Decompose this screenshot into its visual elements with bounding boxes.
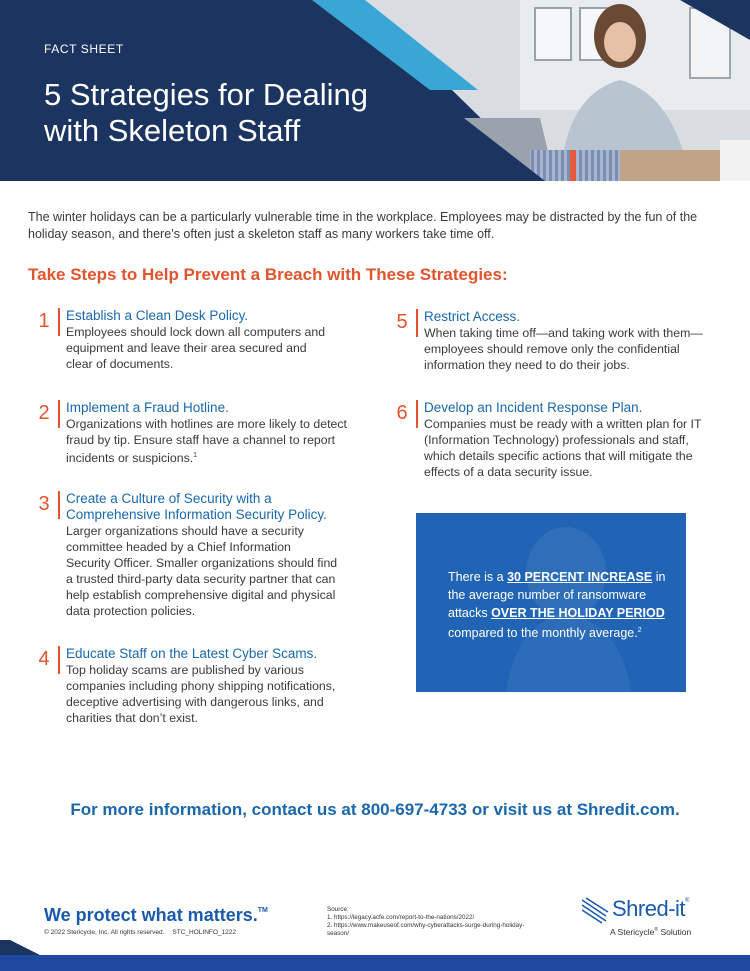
divider (58, 646, 60, 674)
statistic-text: There is a 30 PERCENT INCREASE in the average number of ransomware attacks OVER THE HOLIDAY PERIOD compared to the monthly average.$^2$ (448, 570, 666, 641)
strategy-description: When taking time off—and taking work with them—employees should remove only the confidential information they need to do their jobs. (424, 326, 703, 372)
strategy-description: Employees should lock down all computers and equipment and leave their area secured and clear of documents. (66, 325, 326, 371)
trademark-mark: TM (257, 907, 268, 914)
strategy-number: 6 (396, 402, 408, 424)
tagline: We protect what matters.™ (44, 905, 268, 925)
sources-list (327, 906, 537, 938)
hero-banner (0, 0, 750, 181)
strategy-title: Educate Staff on the Latest Cyber Scams. (66, 646, 318, 661)
statistic-callout (416, 513, 686, 692)
footer-bar (0, 955, 750, 971)
document-code: STC_HOLINFO_1222 (172, 929, 236, 936)
shred-logo-icon (580, 896, 610, 926)
strategy-number: 5 (396, 311, 408, 333)
strategy-description: Companies must be ready with a written plan for IT (Information Technology) professionals and staff, which details specific actions that will mitigate the effects of a data security issue. (424, 417, 702, 479)
stat-highlight: OVER THE HOLIDAY PERIOD (491, 606, 665, 620)
strategy-number: 3 (38, 493, 50, 515)
strategy-number: 1 (38, 310, 50, 332)
strategy-description: Organizations with hotlines are more likely to detect fraud by tip. Ensure staff have a channel to report incidents or suspicions.$^1$ (66, 417, 347, 466)
section-heading: Take Steps to Help Prevent a Breach with These Strategies: (28, 265, 508, 284)
stat-highlight: 30 PERCENT INCREASE (507, 570, 653, 584)
source-item[interactable]: 2. https://www.makeuseof.com/why-cyberattacks-surge-during-holiday-season/ (327, 922, 525, 937)
logo-subline: A Stericycle® Solution (610, 927, 692, 937)
strategy-number: 4 (38, 648, 50, 670)
divider (58, 308, 60, 336)
divider (58, 491, 60, 519)
strategy-number: 2 (38, 402, 50, 424)
copyright: © 2022 Stericycle, Inc. All rights reserved. STC_HOLINFO_1222 (44, 929, 236, 936)
strategy-title: Create a Culture of Security with a Comprehensive Information Security Policy. (66, 491, 327, 522)
contact-line[interactable]: For more information, contact us at 800-697-4733 or visit us at Shredit.com. (70, 800, 680, 819)
footnote-ref: 1 (193, 452, 198, 459)
strategy-title: Restrict Access. (424, 309, 521, 324)
divider (416, 309, 418, 337)
logo-wordmark: Shred-it® (612, 896, 689, 921)
divider (416, 400, 418, 428)
intro-paragraph: The winter holidays can be a particularly vulnerable time in the workplace. Employees may be distracted by the fun of the holiday season, and there’s often just a skeleton staff as many workers take time off. (28, 210, 698, 241)
strategy-title: Establish a Clean Desk Policy. (66, 308, 249, 323)
strategy-title: Implement a Fraud Hotline. (66, 400, 229, 415)
divider (58, 400, 60, 428)
page-title: 5 Strategies for Dealing with Skeleton Staff (44, 77, 368, 148)
footnote-ref: 2 (637, 627, 642, 634)
shred-it-logo (580, 896, 710, 940)
source-item[interactable]: 1. https://legacy.acfe.com/report-to-the-nations/2022/ (327, 914, 475, 921)
sources-label: Source: (327, 906, 349, 913)
strategy-description: Larger organizations should have a security committee headed by a Chief Information Security Officer. Smaller organizations should find a trusted third-party data security partner that can help establish comprehensive digital and physical data protection policies. (66, 524, 338, 618)
document-type-label: FACT SHEET (44, 42, 124, 56)
strategy-description: Top holiday scams are published by various companies including phony shipping notifications, deceptive advertising with dangerous links, and charities that don’t exist. (66, 663, 336, 725)
strategy-title: Develop an Incident Response Plan. (424, 400, 643, 415)
